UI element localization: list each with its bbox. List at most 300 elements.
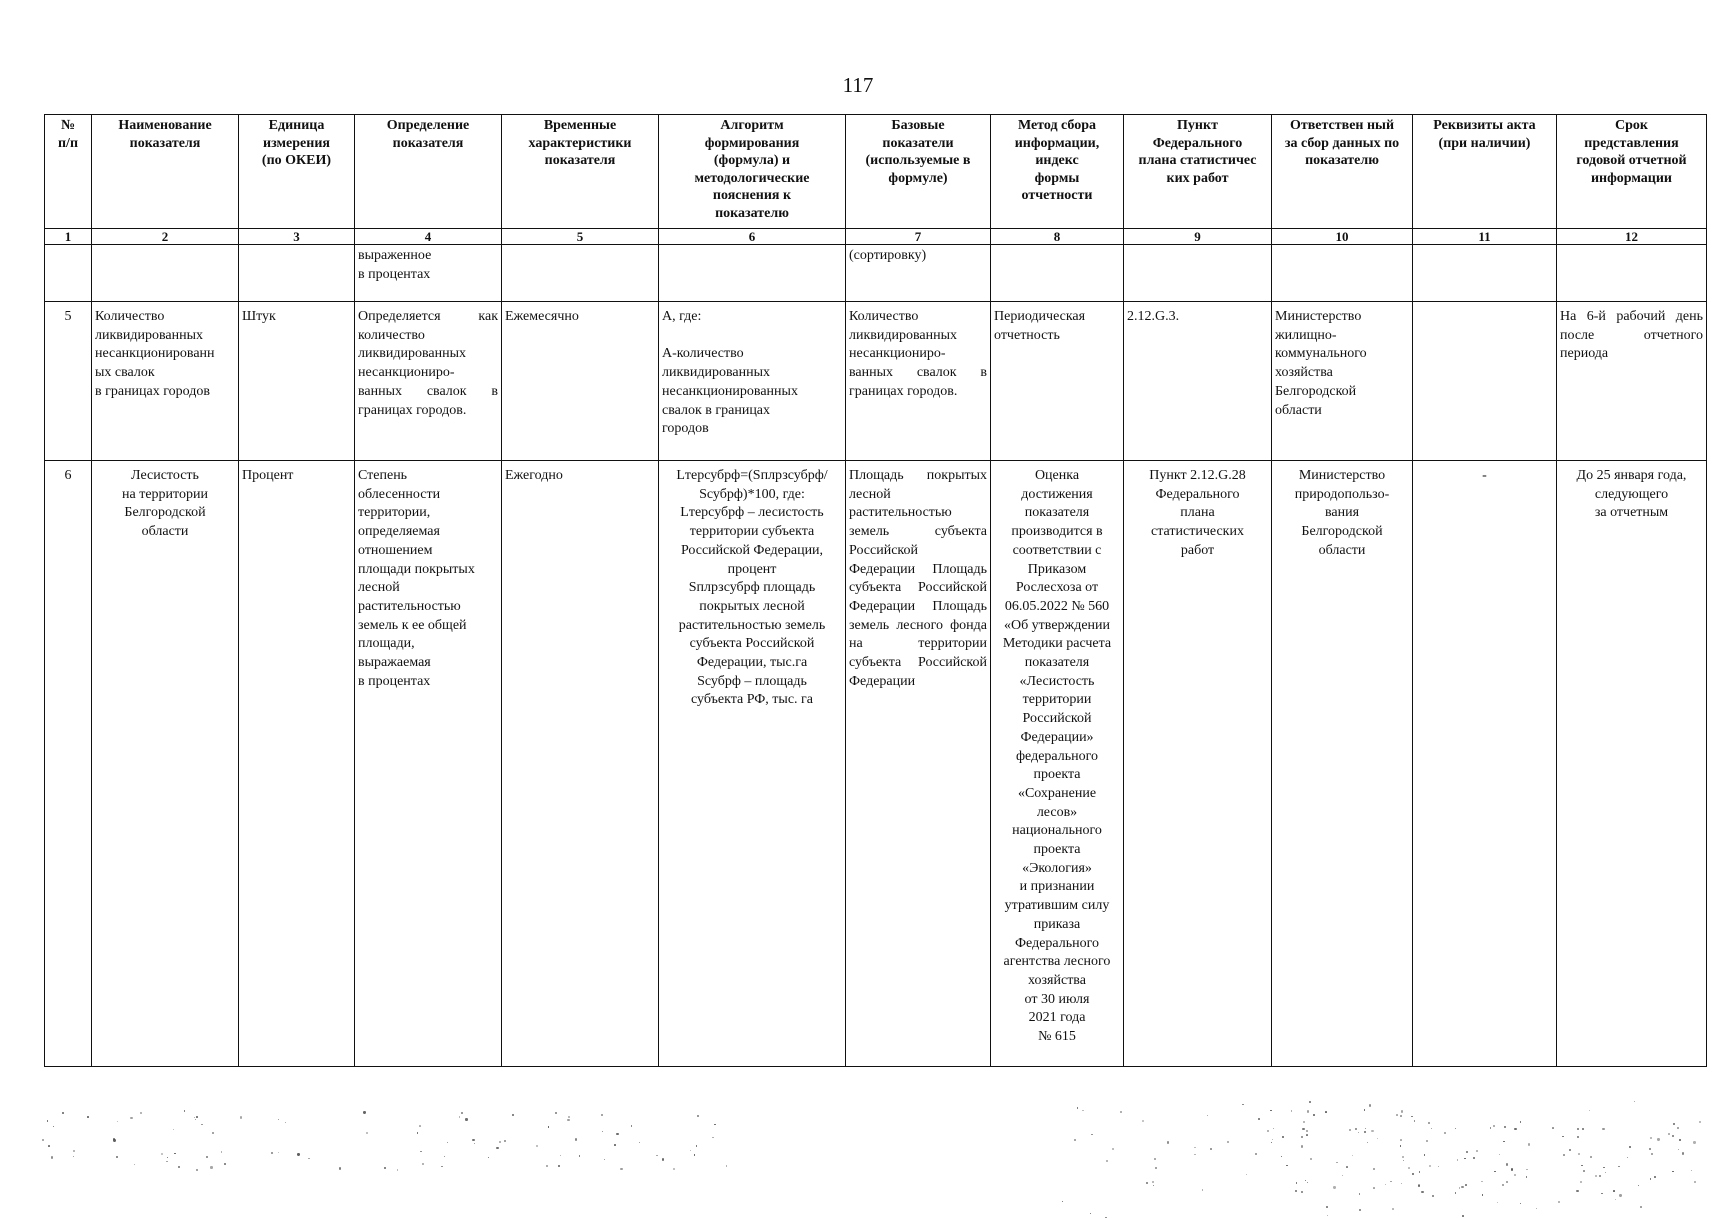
scan-speck bbox=[417, 1132, 419, 1134]
scan-speck bbox=[297, 1153, 299, 1155]
scan-speck bbox=[1569, 1149, 1571, 1151]
table-cell bbox=[1557, 245, 1707, 302]
scan-speck bbox=[117, 1121, 118, 1122]
scan-speck bbox=[1282, 1136, 1284, 1138]
scan-speck bbox=[278, 1152, 279, 1153]
scan-speck bbox=[47, 1120, 49, 1122]
scan-speck bbox=[1255, 1153, 1257, 1155]
scan-speck bbox=[1291, 1110, 1293, 1112]
scan-speck bbox=[1258, 1118, 1260, 1120]
scan-speck bbox=[1649, 1148, 1651, 1150]
scan-speck bbox=[1459, 1187, 1461, 1189]
table-cell bbox=[1413, 245, 1557, 302]
scan-speck bbox=[1401, 1110, 1403, 1112]
column-number: 5 bbox=[502, 229, 659, 245]
scan-speck bbox=[167, 1157, 168, 1158]
scan-speck bbox=[271, 1152, 273, 1154]
scan-speck bbox=[1514, 1174, 1516, 1176]
table-cell: Определяется как количество ликвидированных несанкциониро-ванных свалок в границах городов. bbox=[355, 302, 502, 461]
scan-speck bbox=[1202, 1189, 1203, 1190]
scan-speck bbox=[1473, 1157, 1475, 1159]
scan-speck bbox=[308, 1158, 309, 1159]
scan-speck bbox=[1528, 1143, 1530, 1145]
scan-speck bbox=[1503, 1141, 1505, 1143]
scan-speck bbox=[1577, 1128, 1579, 1130]
scan-speck bbox=[1412, 1173, 1414, 1175]
scan-speck bbox=[1640, 1206, 1642, 1208]
column-number: 2 bbox=[92, 229, 239, 245]
scan-speck bbox=[420, 1151, 421, 1152]
scan-speck bbox=[1401, 1183, 1403, 1185]
scan-speck bbox=[696, 1145, 697, 1146]
scan-speck bbox=[690, 1150, 692, 1152]
scan-speck bbox=[1367, 1142, 1368, 1143]
scan-speck bbox=[1373, 1168, 1374, 1169]
scan-speck bbox=[1520, 1121, 1522, 1123]
scan-speck bbox=[140, 1112, 142, 1114]
scan-speck bbox=[1520, 1203, 1521, 1204]
scan-speck bbox=[73, 1156, 74, 1157]
scan-speck bbox=[504, 1140, 506, 1142]
scan-speck bbox=[1091, 1134, 1093, 1136]
scan-speck bbox=[602, 1131, 603, 1132]
scan-speck bbox=[631, 1125, 633, 1127]
table-cell: Ежемесячно bbox=[502, 302, 659, 461]
scan-speck bbox=[1493, 1125, 1494, 1126]
scan-speck bbox=[1082, 1110, 1083, 1111]
scan-speck bbox=[48, 1145, 50, 1147]
scan-speck bbox=[166, 1161, 167, 1162]
scan-speck bbox=[1511, 1168, 1513, 1170]
table-cell bbox=[991, 245, 1124, 302]
scan-speck bbox=[1325, 1111, 1327, 1113]
column-header: Наименование показателя bbox=[92, 115, 239, 229]
scan-speck bbox=[1364, 1109, 1366, 1111]
scan-speck bbox=[1270, 1110, 1272, 1112]
scan-speck bbox=[1242, 1104, 1243, 1105]
scan-speck bbox=[567, 1119, 569, 1121]
scan-speck bbox=[499, 1141, 501, 1143]
scan-speck bbox=[1106, 1160, 1108, 1162]
scan-speck bbox=[1466, 1151, 1468, 1153]
scan-speck bbox=[1601, 1193, 1603, 1195]
scan-speck bbox=[459, 1116, 460, 1117]
scan-speck bbox=[555, 1112, 557, 1114]
scan-speck bbox=[1152, 1181, 1154, 1183]
scan-speck bbox=[1352, 1155, 1353, 1156]
table-cell: Министерство жилищно- коммунального хозяйства Белгородской области bbox=[1272, 302, 1413, 461]
scan-speck bbox=[1155, 1167, 1157, 1169]
scan-speck bbox=[1682, 1152, 1684, 1154]
scan-speck bbox=[1326, 1206, 1328, 1208]
column-number: 3 bbox=[239, 229, 355, 245]
scan-speck bbox=[174, 1153, 176, 1155]
scan-speck bbox=[1307, 1182, 1308, 1183]
scan-speck bbox=[184, 1110, 185, 1111]
column-number-row bbox=[45, 229, 1707, 245]
scan-speck bbox=[1364, 1131, 1366, 1133]
scan-speck bbox=[1346, 1166, 1348, 1168]
scan-speck bbox=[1153, 1185, 1154, 1186]
scan-speck bbox=[1677, 1127, 1679, 1129]
scan-speck bbox=[1602, 1128, 1604, 1130]
scan-speck bbox=[461, 1112, 463, 1114]
scan-speck bbox=[1286, 1165, 1288, 1167]
scan-speck bbox=[1465, 1184, 1467, 1186]
scan-speck bbox=[1595, 1175, 1597, 1177]
scan-speck bbox=[1227, 1141, 1229, 1143]
scan-speck bbox=[656, 1155, 658, 1157]
table-cell bbox=[92, 245, 239, 302]
table-cell: На 6-й рабочий день после отчетного периода bbox=[1557, 302, 1707, 461]
scan-speck bbox=[1578, 1153, 1580, 1155]
scan-speck bbox=[196, 1116, 198, 1118]
scan-speck bbox=[212, 1132, 213, 1133]
scan-speck bbox=[1400, 1139, 1402, 1141]
scan-speck bbox=[1699, 1121, 1700, 1122]
scan-speck bbox=[1431, 1128, 1432, 1129]
table-cell: Лесистость на территории Белгородской области bbox=[92, 461, 239, 1067]
scan-speck bbox=[601, 1114, 603, 1116]
scan-speck bbox=[1310, 1158, 1312, 1160]
scan-speck bbox=[113, 1138, 115, 1140]
scan-speck bbox=[1305, 1180, 1306, 1181]
table-row bbox=[45, 461, 1707, 1067]
scan-speck bbox=[1392, 1208, 1394, 1210]
scan-speck bbox=[42, 1139, 44, 1141]
scan-speck bbox=[1481, 1181, 1482, 1182]
scan-speck bbox=[1402, 1156, 1404, 1158]
scan-speck bbox=[178, 1166, 180, 1168]
scan-speck bbox=[240, 1116, 242, 1118]
scan-speck bbox=[546, 1165, 548, 1167]
scan-speck bbox=[1309, 1101, 1311, 1103]
scan-speck bbox=[210, 1166, 212, 1168]
scan-speck bbox=[496, 1147, 498, 1149]
column-header: Срок представления годовой отчетной информации bbox=[1557, 115, 1707, 229]
scan-speck bbox=[568, 1116, 569, 1117]
scan-speck bbox=[1390, 1181, 1392, 1183]
column-header: Метод сбора информации, индекс формы отчетности bbox=[991, 115, 1124, 229]
column-number: 7 bbox=[846, 229, 991, 245]
scan-speck bbox=[1672, 1135, 1674, 1137]
scan-speck bbox=[1403, 1160, 1404, 1161]
scan-speck bbox=[1694, 1181, 1696, 1183]
scan-speck bbox=[1499, 1154, 1500, 1155]
scan-speck bbox=[1526, 1176, 1527, 1177]
scan-speck bbox=[1432, 1195, 1434, 1197]
scan-speck bbox=[161, 1153, 163, 1155]
table-cell: Количество ликвидированных несанкционированн ых свалок в границах городов bbox=[92, 302, 239, 461]
scan-speck bbox=[712, 1137, 713, 1138]
scan-speck bbox=[694, 1154, 696, 1156]
scan-speck bbox=[1583, 1170, 1585, 1172]
scan-speck bbox=[285, 1122, 286, 1123]
scan-speck bbox=[1112, 1148, 1114, 1150]
scan-speck bbox=[1062, 1201, 1063, 1202]
table-cell: Количество ликвидированных несанкциониро-ванных свалок в границах городов. bbox=[846, 302, 991, 461]
scan-speck bbox=[474, 1143, 475, 1144]
table-row bbox=[45, 245, 1707, 302]
page-number: 117 bbox=[842, 73, 874, 97]
scan-speck bbox=[87, 1116, 89, 1118]
scan-speck bbox=[1377, 1138, 1378, 1139]
scan-speck bbox=[1419, 1171, 1420, 1172]
scan-speck bbox=[1482, 1194, 1484, 1196]
scan-speck bbox=[384, 1167, 386, 1169]
table-cell bbox=[1272, 245, 1413, 302]
scan-speck bbox=[1457, 1159, 1459, 1161]
scan-speck bbox=[1654, 1176, 1656, 1178]
scan-speck bbox=[1272, 1139, 1273, 1140]
table-cell: Оценка достижения показателя производится в соответствии с Приказом Рослесхоза от 06.05.2022 № 560 «Об утверждении Методики расчета показателя «Лесистость территории Российской Федерации» федерального проекта «Сохранение лесов» национального проекта «Экология» и признании утратившим силу приказа Федерального агентства лесного хозяйства от 30 июля 2021 года № 615 bbox=[991, 461, 1124, 1067]
scan-speck bbox=[1618, 1166, 1619, 1167]
scan-speck bbox=[1462, 1215, 1464, 1217]
scan-speck bbox=[575, 1138, 577, 1140]
scan-speck bbox=[1306, 1130, 1308, 1132]
scan-speck bbox=[1074, 1139, 1076, 1141]
scan-speck bbox=[1581, 1165, 1583, 1167]
scan-speck bbox=[1336, 1162, 1338, 1164]
scan-speck bbox=[1627, 1157, 1628, 1158]
scan-speck bbox=[673, 1168, 675, 1170]
table-cell: До 25 января года, следующего за отчетным bbox=[1557, 461, 1707, 1067]
scan-speck bbox=[1455, 1128, 1456, 1129]
scan-speck bbox=[1576, 1190, 1578, 1192]
scan-speck bbox=[1207, 1115, 1208, 1116]
scan-speck bbox=[1359, 1193, 1361, 1195]
scan-speck bbox=[1444, 1132, 1446, 1134]
scan-speck bbox=[536, 1145, 538, 1147]
scan-speck bbox=[1421, 1191, 1423, 1193]
column-header: Реквизиты акта (при наличии) bbox=[1413, 115, 1557, 229]
scan-speck bbox=[1526, 1169, 1527, 1170]
scan-speck bbox=[1267, 1130, 1269, 1132]
scan-speck bbox=[1313, 1114, 1315, 1116]
scan-speck bbox=[1599, 1175, 1601, 1177]
scan-speck bbox=[1650, 1137, 1652, 1139]
scan-speck bbox=[1365, 1128, 1366, 1129]
scan-speck bbox=[1355, 1128, 1357, 1130]
scan-speck bbox=[224, 1163, 226, 1165]
scan-speck bbox=[196, 1169, 198, 1171]
scan-speck bbox=[548, 1126, 550, 1128]
scan-speck bbox=[662, 1158, 664, 1160]
scan-speck bbox=[116, 1156, 118, 1158]
scan-speck bbox=[1077, 1107, 1078, 1108]
scan-speck bbox=[1333, 1186, 1335, 1188]
scan-speck bbox=[1461, 1186, 1463, 1188]
scan-speck bbox=[465, 1118, 467, 1120]
scan-speck bbox=[397, 1169, 398, 1170]
scan-speck bbox=[1307, 1110, 1309, 1112]
column-header: Пункт Федерального плана статистичес ких работ bbox=[1124, 115, 1272, 229]
table-cell: выраженное в процентах bbox=[355, 245, 502, 302]
scan-speck bbox=[1504, 1126, 1505, 1127]
scan-speck bbox=[1650, 1178, 1652, 1180]
scan-speck bbox=[1494, 1171, 1495, 1172]
column-number: 1 bbox=[45, 229, 92, 245]
scan-speck bbox=[1295, 1190, 1297, 1192]
column-number: 10 bbox=[1272, 229, 1413, 245]
scan-speck bbox=[1619, 1194, 1621, 1196]
scan-speck bbox=[616, 1133, 618, 1135]
scan-speck bbox=[512, 1114, 514, 1116]
scan-speck bbox=[419, 1125, 421, 1127]
scan-speck bbox=[1428, 1122, 1430, 1124]
scan-speck bbox=[363, 1111, 365, 1113]
scan-speck bbox=[51, 1156, 53, 1158]
column-number: 4 bbox=[355, 229, 502, 245]
table-cell: 5 bbox=[45, 302, 92, 461]
scan-speck bbox=[1490, 1127, 1491, 1128]
scan-speck bbox=[1327, 1215, 1328, 1216]
table-cell bbox=[239, 245, 355, 302]
scan-speck bbox=[1400, 1115, 1402, 1117]
table-cell: Процент bbox=[239, 461, 355, 1067]
table-cell bbox=[659, 245, 846, 302]
scan-speck bbox=[206, 1156, 208, 1158]
scan-speck bbox=[130, 1117, 132, 1119]
scan-speck bbox=[579, 1155, 580, 1156]
column-number: 8 bbox=[991, 229, 1124, 245]
table-cell: Министерство природопользо- вания Белгородской области bbox=[1272, 461, 1413, 1067]
scan-speck bbox=[1369, 1104, 1371, 1106]
scan-speck bbox=[1673, 1123, 1675, 1125]
scan-speck bbox=[339, 1167, 341, 1169]
scan-speck bbox=[422, 1163, 424, 1165]
scan-speck bbox=[1090, 1213, 1091, 1214]
scan-speck bbox=[1210, 1148, 1212, 1150]
scan-speck bbox=[1424, 1154, 1425, 1155]
scan-speck bbox=[441, 1166, 443, 1168]
scan-speck bbox=[1502, 1184, 1504, 1186]
scan-speck bbox=[1668, 1133, 1670, 1135]
scan-speck bbox=[73, 1150, 75, 1152]
scan-speck bbox=[1634, 1101, 1635, 1102]
column-header: Временные характеристики показателя bbox=[502, 115, 659, 229]
table-cell: 6 bbox=[45, 461, 92, 1067]
scan-speck bbox=[1301, 1145, 1303, 1147]
scan-speck bbox=[1301, 1136, 1303, 1138]
table-cell: Периодическая отчетность bbox=[991, 302, 1124, 461]
scan-speck bbox=[1629, 1146, 1631, 1148]
scan-speck bbox=[1301, 1191, 1303, 1193]
table-cell: Lтерсубрф=(Sплрзсубрф/ Sсубрф)*100, где: Lтерсубрф – лесистость территории субъекта Российской Федерации, процент Sплрзсубрф площадь покрытых лесной растительностью земель субъекта Российской Федерации, тыс.га Sсубрф – площадь субъекта РФ, тыс. га bbox=[659, 461, 846, 1067]
scan-speck bbox=[1590, 1156, 1591, 1157]
scan-speck bbox=[1438, 1166, 1439, 1167]
column-number: 12 bbox=[1557, 229, 1707, 245]
scan-speck bbox=[1194, 1147, 1196, 1149]
table-cell bbox=[502, 245, 659, 302]
header-row bbox=[45, 115, 1707, 229]
scan-speck bbox=[1497, 1202, 1498, 1203]
scan-speck bbox=[1678, 1149, 1679, 1150]
scan-speck bbox=[1194, 1154, 1195, 1155]
scan-speck bbox=[1638, 1185, 1639, 1186]
scan-speck bbox=[62, 1112, 64, 1114]
scan-speck bbox=[195, 1119, 196, 1120]
scan-speck bbox=[1693, 1141, 1695, 1143]
scan-speck bbox=[201, 1124, 203, 1126]
scan-speck bbox=[1146, 1182, 1148, 1184]
scan-speck bbox=[221, 1151, 222, 1152]
table-cell: Пункт 2.12.G.28 Федерального плана статистических работ bbox=[1124, 461, 1272, 1067]
scan-speck bbox=[1514, 1128, 1516, 1130]
scan-speck bbox=[53, 1126, 55, 1128]
table-cell: (сортировку) bbox=[846, 245, 991, 302]
scan-speck bbox=[1296, 1182, 1297, 1183]
scan-speck bbox=[1396, 1114, 1398, 1116]
scan-speck bbox=[1691, 1170, 1692, 1171]
scan-speck bbox=[1552, 1127, 1554, 1129]
scan-speck bbox=[1411, 1116, 1412, 1117]
table-cell: Степень облесенности территории, определяемая отношением площади покрытых лесной растительностью земель к ее общей площади, выражаемая в процентах bbox=[355, 461, 502, 1067]
scan-speck bbox=[639, 1142, 640, 1143]
scan-speck bbox=[1142, 1120, 1144, 1122]
scan-speck bbox=[134, 1164, 136, 1166]
column-header: Определение показателя bbox=[355, 115, 502, 229]
scan-speck bbox=[1672, 1171, 1673, 1172]
scan-speck bbox=[1506, 1163, 1508, 1165]
scan-speck bbox=[1679, 1139, 1680, 1140]
scan-speck bbox=[1373, 1187, 1375, 1189]
table-cell: Штук bbox=[239, 302, 355, 461]
scan-speck bbox=[1371, 1130, 1373, 1132]
scan-speck bbox=[1385, 1184, 1386, 1185]
scan-speck bbox=[1418, 1185, 1420, 1187]
scan-speck bbox=[1582, 1128, 1584, 1130]
scan-speck bbox=[444, 1156, 445, 1157]
scan-speck bbox=[1657, 1138, 1659, 1140]
scan-speck bbox=[1358, 1132, 1359, 1133]
scan-speck bbox=[472, 1139, 474, 1141]
scan-speck bbox=[1589, 1110, 1590, 1111]
scan-speck bbox=[558, 1165, 560, 1167]
scan-speck bbox=[620, 1168, 622, 1170]
table-cell bbox=[1413, 302, 1557, 461]
scan-speck bbox=[1455, 1192, 1456, 1193]
scan-speck bbox=[447, 1142, 448, 1143]
scan-speck bbox=[1414, 1120, 1416, 1122]
scan-speck bbox=[1558, 1201, 1560, 1203]
table-cell: Ежегодно bbox=[502, 461, 659, 1067]
scan-speck bbox=[1281, 1156, 1282, 1157]
scan-speck bbox=[278, 1119, 279, 1120]
scan-speck bbox=[1400, 1145, 1402, 1147]
scan-speck bbox=[1605, 1172, 1606, 1173]
scan-speck bbox=[614, 1144, 616, 1146]
scan-speck bbox=[1506, 1181, 1508, 1183]
scan-speck bbox=[1359, 1209, 1361, 1211]
indicators-table bbox=[44, 114, 1707, 1067]
scan-speck bbox=[1303, 1121, 1305, 1123]
scan-speck bbox=[1536, 1208, 1537, 1209]
scan-speck bbox=[560, 1155, 561, 1156]
column-number: 9 bbox=[1124, 229, 1272, 245]
column-header: Алгоритм формирования (формула) и методологические пояснения к показателю bbox=[659, 115, 846, 229]
column-header: Единица измерения (по ОКЕИ) bbox=[239, 115, 355, 229]
table-cell: - bbox=[1413, 461, 1557, 1067]
table-row bbox=[45, 302, 1707, 461]
scan-speck bbox=[1154, 1158, 1156, 1160]
scan-speck bbox=[1408, 1167, 1410, 1169]
scan-speck bbox=[1603, 1167, 1605, 1169]
scan-speck bbox=[1120, 1111, 1122, 1113]
table-cell bbox=[1124, 245, 1272, 302]
scan-speck bbox=[1426, 1140, 1428, 1142]
scan-speck bbox=[1613, 1190, 1615, 1192]
